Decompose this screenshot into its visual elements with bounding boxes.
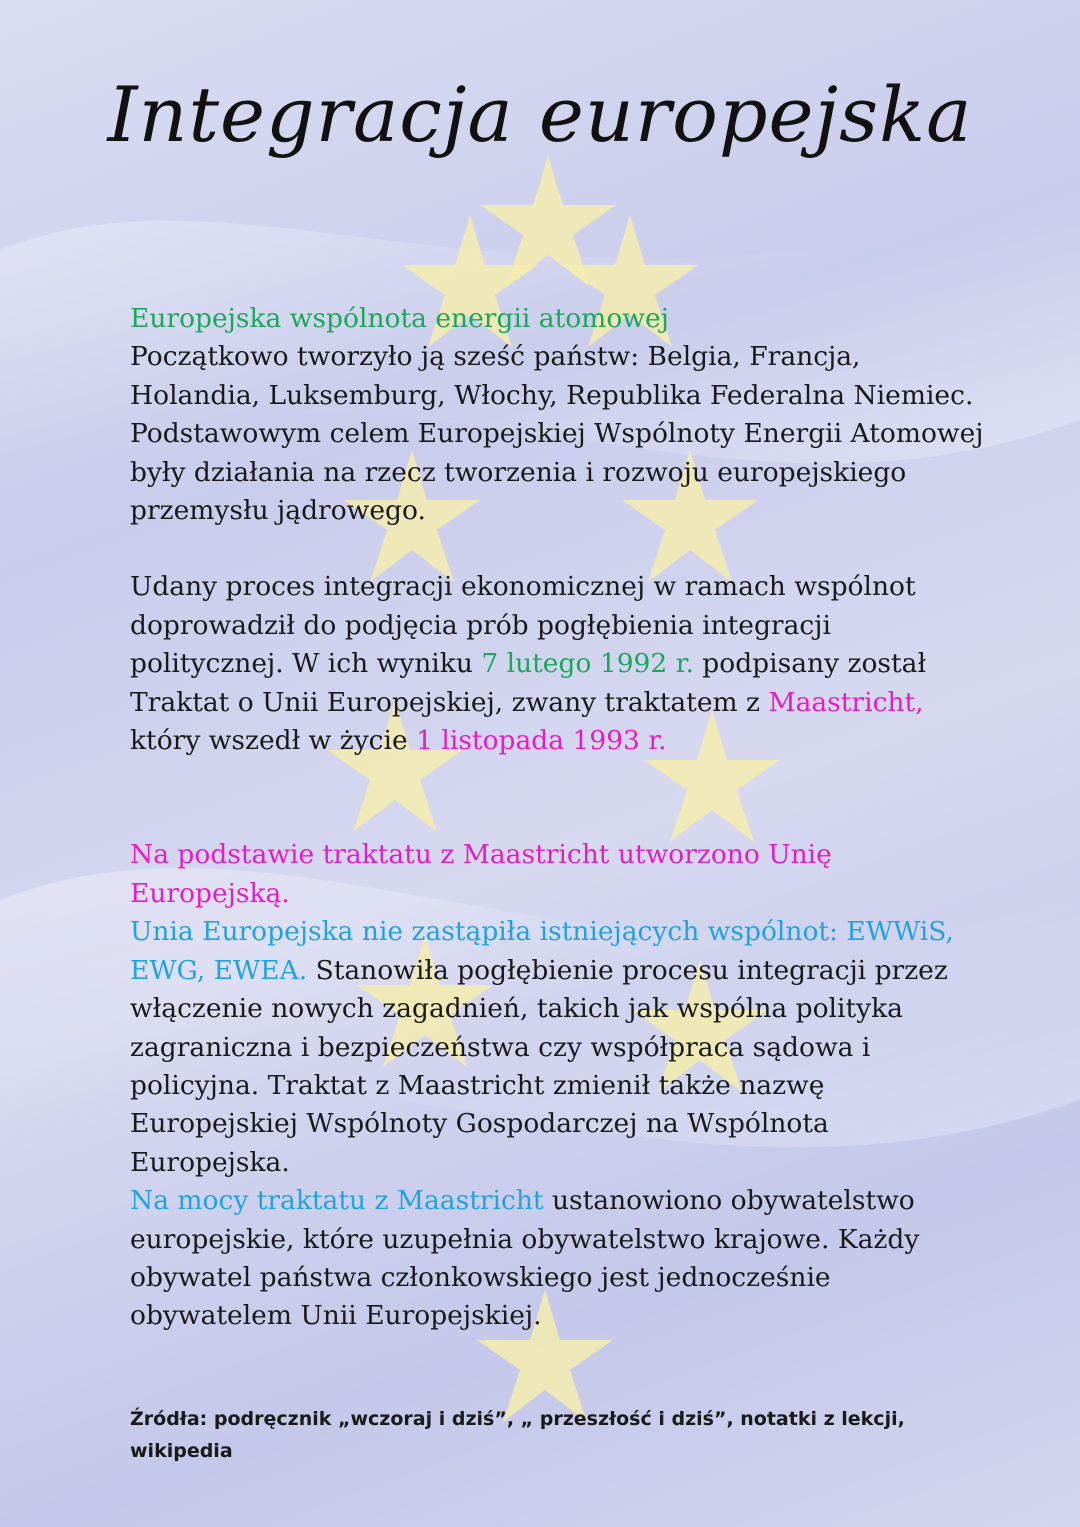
text-run: Udany proces integracji ekonomicznej w ramach wspólnot doprowadził do podjęcia prób pogłębienia integracji politycznej. W ich wyniku (130, 571, 916, 680)
paragraph-citizenship (130, 1182, 990, 1336)
text-run: ustanowiono obywatelstwo europejskie, które uzupełnia obywatelstwo krajowe. Każdy obywatel państwa członkowskiego jest jednocześnie obywatelem Unii Europejskiej. (130, 1185, 920, 1332)
text-run: podpisany został Traktat o Unii Europejskiej, zwany traktatem z (130, 648, 927, 718)
sources-note: Źródła: podręcznik „wczoraj i dziś”, „ przeszłość i dziś”, notatki z lekcji, wikipedia (130, 1408, 905, 1462)
main-content (130, 300, 990, 1336)
paragraph-euratom: Początkowo tworzyło ją sześć państw: Belgia, Francja, Holandia, Luksemburg, Włochy, Republika Federalna Niemiec. Podstawowym celem Europejskiej Wspólnoty Energii Atomowej były działania na rzecz tworzenia i rozwoju europejskiego przemysłu jądrowego. (130, 341, 984, 527)
page-title: Integracja europejska (107, 70, 973, 159)
section-heading-eu-created: Na podstawie traktatu z Maastricht utworzono Unię Europejską. (130, 839, 832, 909)
maastricht-highlight: Maastricht, (768, 686, 924, 718)
date-effective: 1 listopada 1993 r. (416, 725, 667, 757)
date-signed: 7 lutego 1992 r. (481, 648, 694, 680)
text-run: który wszedł w życie (130, 725, 417, 757)
paragraph-maastricht-treaty (130, 568, 990, 760)
text-run: Stanowiła pogłębienie procesu integracji przez włączenie nowych zagadnień, takich jak wspólna polityka zagraniczna i bezpieczeństwa czy współpraca sądowa i policyjna. Traktat z Maastricht zmienił także nazwę Europejskiej Wspólnoty Gospodarczej na Wspólnota Europejska. (130, 954, 948, 1178)
highlight-citizenship: Na mocy traktatu z Maastricht (130, 1185, 544, 1217)
section-heading-euratom: Europejska wspólnota energii atomowej (130, 303, 669, 334)
highlight-communities: Unia Europejska nie zastąpiła istniejących wspólnot: EWWiS, EWG, EWEA. (130, 916, 954, 986)
paragraph-eu-communities (130, 913, 990, 1182)
